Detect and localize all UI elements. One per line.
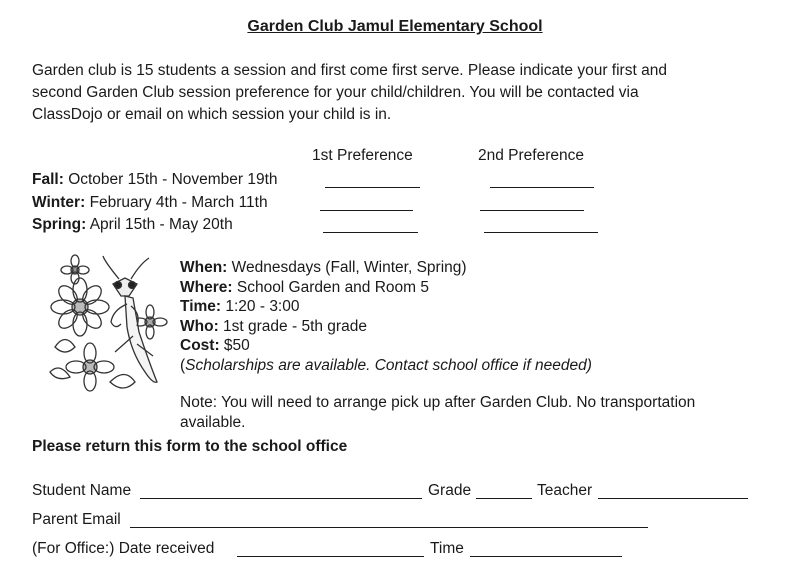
session-fall — [32, 171, 278, 189]
parent-email-label: Parent Email — [32, 511, 121, 528]
intro-line: ClassDojo or email on which session your child is in. — [32, 106, 392, 123]
fall-first-preference-blank[interactable] — [325, 187, 420, 188]
praying-mantis-flowers-illustration — [45, 252, 175, 402]
club-details — [180, 258, 592, 375]
winter-second-preference-blank[interactable] — [480, 210, 584, 211]
date-received-label: (For Office:) Date received — [32, 540, 215, 557]
scholarship-note: (Scholarships are available. Contact school office if needed) — [180, 356, 592, 374]
session-name: Spring: — [32, 216, 87, 233]
student-name-label: Student Name — [32, 482, 132, 499]
session-name: Winter: — [32, 194, 86, 211]
second-preference-header: 2nd Preference — [478, 147, 584, 164]
page-title: Garden Club Jamul Elementary School — [247, 18, 543, 35]
spring-second-preference-blank[interactable] — [484, 232, 598, 233]
intro-paragraph — [32, 60, 752, 126]
winter-first-preference-blank[interactable] — [320, 210, 413, 211]
office-time-label: Time — [430, 540, 464, 557]
flower-icon — [51, 278, 109, 336]
spring-first-preference-blank[interactable] — [323, 232, 418, 233]
detail-where: Where: School Garden and Room 5 — [180, 278, 430, 296]
date-received-blank[interactable] — [237, 556, 424, 557]
office-time-blank[interactable] — [470, 556, 622, 557]
detail-when: When: Wednesdays (Fall, Winter, Spring) — [180, 259, 467, 276]
session-dates: February 4th - March 11th — [89, 194, 268, 211]
intro-line: second Garden Club session preference for your child/children. You will be contacted via — [32, 84, 639, 101]
teacher-label: Teacher — [537, 482, 593, 499]
session-name: Fall: — [32, 171, 64, 188]
parent-email-blank[interactable] — [130, 527, 648, 528]
return-instruction: Please return this form to the school office — [32, 438, 348, 455]
fall-second-preference-blank[interactable] — [490, 187, 594, 188]
intro-line: Garden club is 15 students a session and first come first serve. Please indicate your first and — [32, 62, 667, 79]
flower-icon — [61, 255, 89, 284]
transport-note: Note: You will need to arrange pick up after Garden Club. No transportation available. — [180, 394, 696, 431]
detail-time: Time: 1:20 - 3:00 — [180, 298, 300, 315]
first-preference-header: 1st Preference — [312, 147, 413, 164]
detail-who: Who: 1st grade - 5th grade — [180, 317, 367, 335]
student-name-blank[interactable] — [140, 498, 422, 499]
grade-label: Grade — [428, 482, 472, 499]
flower-icon — [66, 343, 114, 391]
session-winter — [32, 194, 268, 212]
session-dates: April 15th - May 20th — [89, 216, 233, 233]
session-spring — [32, 216, 233, 234]
grade-blank[interactable] — [476, 498, 532, 499]
session-dates: October 15th - November 19th — [68, 171, 278, 188]
teacher-blank[interactable] — [598, 498, 748, 499]
detail-cost: Cost: $50 — [180, 337, 250, 354]
